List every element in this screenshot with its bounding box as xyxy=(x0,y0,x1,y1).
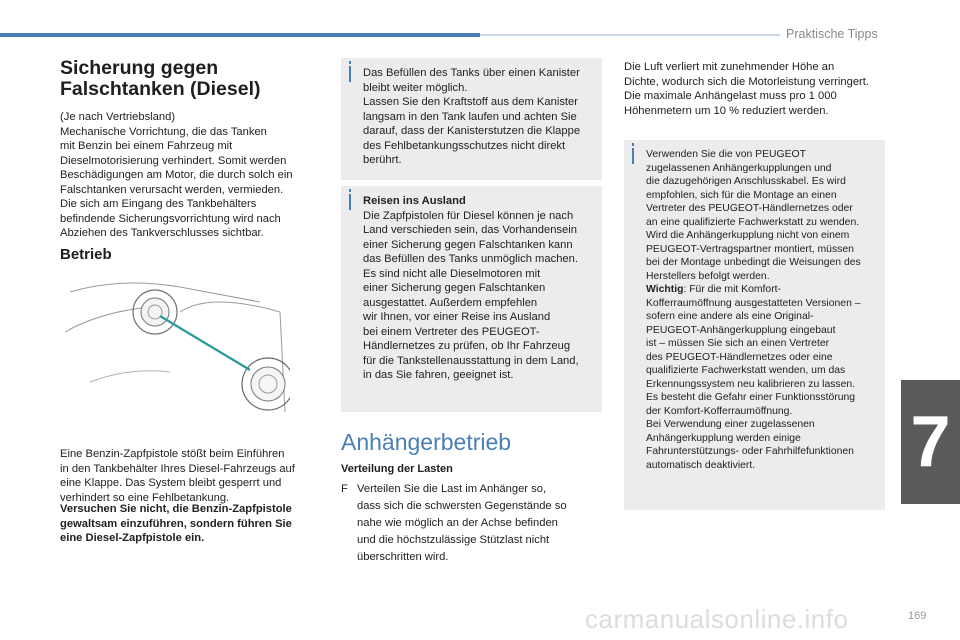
subheading-betrieb: Betrieb xyxy=(60,246,112,263)
section-title-anhaengerbetrieb: Anhängerbetrieb xyxy=(341,429,512,455)
header-divider xyxy=(480,34,780,36)
intro-paragraph: (Je nach Vertriebsland) Mechanische Vorrichtung, die das Tanken mit Benzin bei einem Fahrzeug mit Dieselmotorisierung verhindert. Somit werden Beschädigungen am Motor, die durch solch ein Falschtanken verursacht werden, vermieden. Die sich am Eingang des Tankbehälters befindende Sicherungsvorrichtung wird nach Abziehen des Tankverschlusses sichtbar. xyxy=(60,111,293,239)
info-box-kanister xyxy=(341,58,602,180)
page-title: Sicherung gegen Falschtanken (Diesel) xyxy=(60,57,261,100)
info-box-heading: Reisen ins Ausland xyxy=(363,195,466,207)
info-box-text-2: : Für die mit Komfort- Kofferraumöffnung ausgestatteten Versionen – sofern eine andere als eine Original- PEUGEOT-Anhängerkupplung eingebaut ist – müssen Sie sich an einen Vertreter des PEUGEOT-Händlernetzes oder eine qualifizierte Fachwerkstatt wenden, um das Erkennungssystem neu kalibrieren zu lassen. Es besteht die Gefahr einer Funktionsstörung der Komfort-Kofferraumöffnung. Bei Verwendung einer zugelassenen Anhängerkupplung werden einige Fahrunterstützungs- oder Fahrhilfefunktionen automatisch deaktiviert. xyxy=(646,284,861,471)
fuel-filler-illustration xyxy=(60,272,290,412)
info-box-text: Die Zapfpistolen für Diesel können je nach Land verschieden sein, das Vorhandensein einer Sicherung gegen Falschtanken kann das Befüllen des Tanks unmöglich machen. Es sind nicht alle Dieselmotoren mit einer Sicherung gegen Falschtanken ausgestattet. Außerdem empfehlen wir Ihnen, vor einer Reise ins Ausland bei einem Vertreter des PEUGEOT- Händlernetzes zu prüfen, ob Ihr Fahrzeug für die Tankstellenausstattung in dem Land, in das Sie fahren, geeignet ist. xyxy=(363,209,579,381)
info-box-bold: Wichtig xyxy=(646,284,684,295)
info-icon xyxy=(349,66,351,82)
info-box-content xyxy=(646,148,882,472)
info-box-content xyxy=(363,194,595,383)
info-icon xyxy=(632,148,634,164)
altitude-paragraph: Die Luft verliert mit zunehmender Höhe an Dichte, wodurch sich die Motorleistung verringert. Die maximale Anhängelast muss pro 1 000 Höhenmetern um 10 % reduziert werden. xyxy=(624,61,869,117)
header-accent-bar xyxy=(0,33,480,37)
page-number: 169 xyxy=(908,610,927,622)
subheading-verteilung: Verteilung der Lasten xyxy=(341,463,453,475)
info-box-ausland xyxy=(341,186,602,412)
section-label: Praktische Tipps xyxy=(786,27,878,41)
benzin-hinweis: Eine Benzin-Zapfpistole stößt beim Einführen in den Tankbehälter Ihres Diesel-Fahrzeugs auf eine Klappe. Das System bleibt gesperrt und verhindert so eine Fehlbetankung. xyxy=(60,448,295,504)
info-box-text: Das Befüllen des Tanks über einen Kanister bleibt weiter möglich. Lassen Sie den Kraftstoff aus dem Kanister langsam in den Tank laufen und achten Sie darauf, dass der Kanisterstutzen die Klappe des Fehlbetankungsschutzes nicht direkt berührt. xyxy=(363,67,581,166)
chapter-tab[interactable]: 7 xyxy=(901,380,960,504)
bullet-text: Verteilen Sie die Last im Anhänger so, dass sich die schwersten Gegenstände so nahe wie möglich an der Achse befinden und die höchstzulässige Stützlast nicht überschritten wird. xyxy=(357,483,567,563)
info-box-anhaengerkupplung xyxy=(624,140,885,510)
bullet-glyph: F xyxy=(341,483,348,495)
info-icon xyxy=(349,194,351,210)
info-box-text-1: Verwenden Sie die von PEUGEOT zugelassenen Anhängerkupplungen und die dazugehörigen Anschlusskabel. Es wird empfohlen, sich für die Montage an einen Vertreter des PEUGEOT-Händlernetzes oder an eine qualifizierte Fachwerkstatt zu wenden. Wird die Anhängerkupplung nicht von einem PEUGEOT-Vertragspartner montiert, müssen bei der Montage unbedingt die Weisungen des Herstellers befolgt werden. xyxy=(646,149,861,282)
watermark: carmanualsonline.info xyxy=(585,604,849,634)
warning-bold: Versuchen Sie nicht, die Benzin-Zapfpistole gewaltsam einzuführen, sondern führen Sie eine Diesel-Zapfpistole ein. xyxy=(60,503,292,544)
